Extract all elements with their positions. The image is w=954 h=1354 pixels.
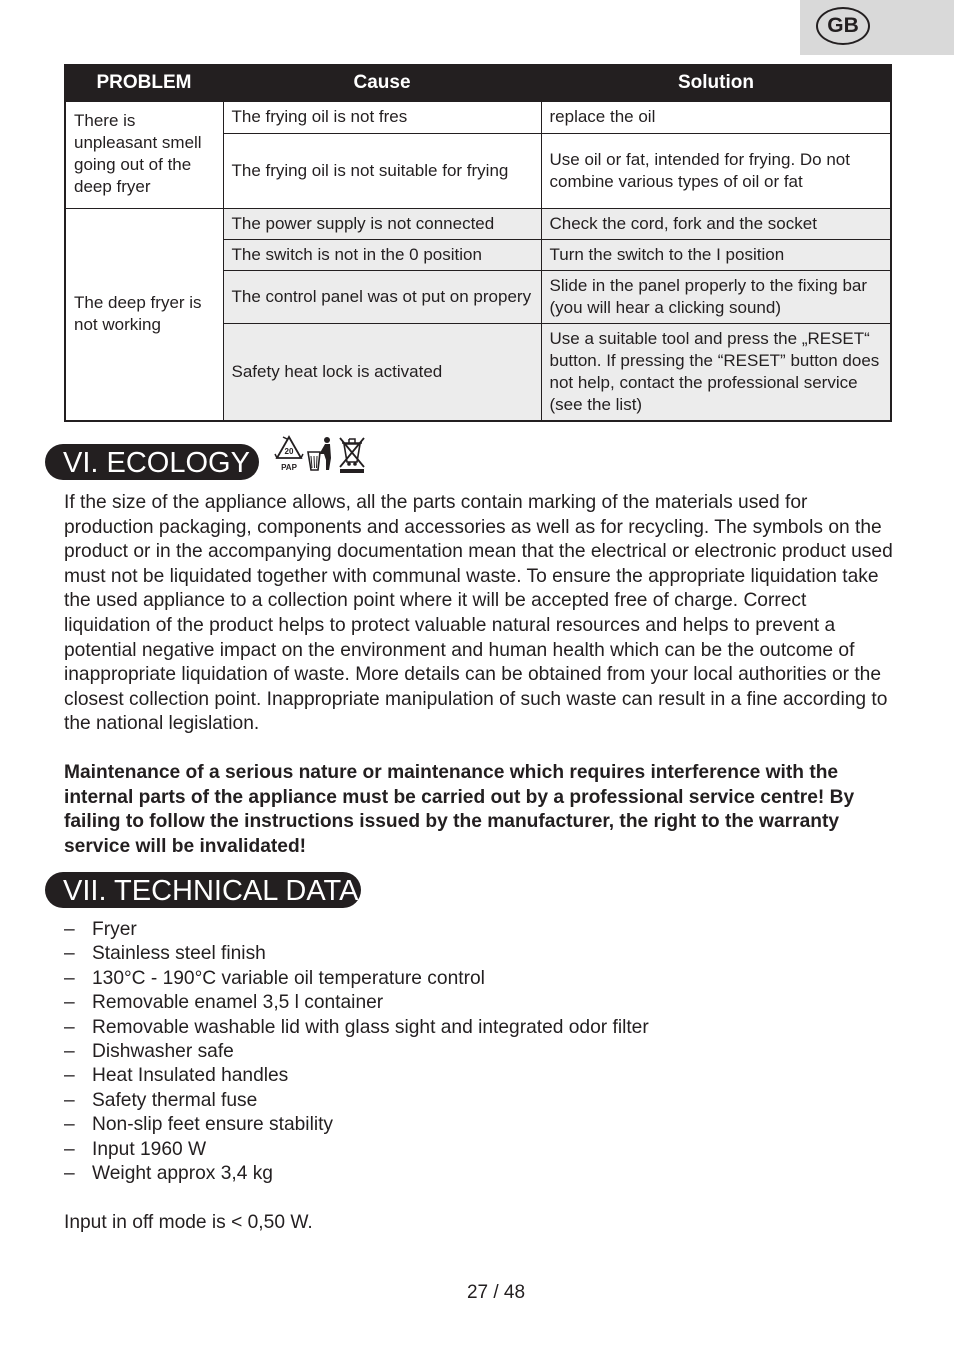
bullet-dash: – xyxy=(64,1065,75,1087)
table-row xyxy=(65,208,891,239)
technical-data-list xyxy=(64,918,649,1186)
ecology-paragraph: If the size of the appliance allows, all the parts contain marking of the materials used for production packaging, components and accessories as well as for recycling. The symbols on the product or in the accompanying documentation mean that the electrical or electronic product used must not be liquidated together with communal waste. To ensure the appropriate liquidation take the used appliance to a collection point where it will be accepted free of charge. Correct liquidation of the product helps to protect valuable natural resources and helps to prevent a potential negative impact on the environment and human health which can be the outcome of inappropriate liquidation of waste. More details can be obtained from your local authorities or the closest collection point. Inappropriate manipulation of such waste can result in a fine according to the national legislation. xyxy=(64,492,893,735)
list-item-text: Removable washable lid with glass sight and integrated odor filter xyxy=(92,1016,649,1038)
list-item xyxy=(64,967,649,991)
list-item-text: Stainless steel finish xyxy=(92,943,266,965)
standby-power-note: Input in off mode is < 0,50 W. xyxy=(64,1212,313,1233)
cause-cell: The control panel was ot put on propery xyxy=(223,270,541,323)
technical-data-heading: VII. TECHNICAL DATA xyxy=(45,872,361,908)
solution-cell: replace the oil xyxy=(541,101,891,133)
bullet-dash: – xyxy=(64,919,75,940)
solution-cell: Use oil or fat, intended for frying. Do not combine various types of oil or fat xyxy=(541,133,891,208)
bullet-dash: – xyxy=(64,943,75,965)
list-item-text: Removable enamel 3,5 l container xyxy=(92,992,384,1014)
cause-cell: The frying oil is not fres xyxy=(223,101,541,133)
language-tab xyxy=(800,0,954,55)
column-header-problem: PROBLEM xyxy=(65,65,223,101)
list-item xyxy=(64,1138,649,1162)
table-row xyxy=(65,101,891,133)
list-item-text: Weight approx 3,4 kg xyxy=(92,1163,273,1185)
crossed-bin-icon xyxy=(340,438,364,473)
column-header-solution: Solution xyxy=(541,65,891,101)
language-badge: GB xyxy=(816,7,870,45)
list-item xyxy=(64,1040,649,1064)
list-item xyxy=(64,942,649,966)
list-item xyxy=(64,991,649,1015)
cause-cell: The switch is not in the 0 position xyxy=(223,239,541,270)
table-header-row xyxy=(65,65,891,101)
recycle-icon xyxy=(275,437,303,472)
bullet-dash: – xyxy=(64,1138,75,1160)
column-header-cause: Cause xyxy=(223,65,541,101)
list-item xyxy=(64,1162,649,1186)
bullet-dash: – xyxy=(64,1114,75,1136)
list-item-text: Fryer xyxy=(92,919,137,940)
solution-cell: Turn the switch to the I position xyxy=(541,239,891,270)
bullet-dash: – xyxy=(64,1016,75,1038)
ecology-heading: VI. ECOLOGY xyxy=(45,444,259,480)
cause-cell: Safety heat lock is activated xyxy=(223,323,541,421)
problem-cell-smell: There is unpleasant smell going out of the deep fryer xyxy=(65,101,223,208)
list-item xyxy=(64,1016,649,1040)
problem-cell-not-working: The deep fryer is not working xyxy=(65,208,223,421)
list-item xyxy=(64,1064,649,1088)
bullet-dash: – xyxy=(64,1089,75,1111)
tidyman-icon xyxy=(308,437,331,470)
page-number: 27 / 48 xyxy=(466,1282,526,1303)
cause-cell: The power supply is not connected xyxy=(223,208,541,239)
bullet-dash: – xyxy=(64,992,75,1014)
list-item-text: 130°C - 190°C variable oil temperature control xyxy=(92,967,485,989)
recycle-number: 20 xyxy=(284,447,294,456)
bullet-dash: – xyxy=(64,1163,75,1185)
recycle-code: PAP xyxy=(281,463,297,472)
solution-cell: Slide in the panel properly to the fixing bar (you will hear a clicking sound) xyxy=(541,270,891,323)
ecology-symbols xyxy=(274,434,370,474)
list-item-text: Dishwasher safe xyxy=(92,1041,234,1063)
bullet-dash: – xyxy=(64,1041,75,1063)
list-item-text: Heat Insulated handles xyxy=(92,1065,289,1087)
solution-cell: Check the cord, fork and the socket xyxy=(541,208,891,239)
troubleshooting-table xyxy=(64,64,892,422)
bullet-dash: – xyxy=(64,967,75,989)
maintenance-warning: Maintenance of a serious nature or maintenance which requires interference with the internal parts of the appliance must be carried out by a professional service centre! By failing to follow the instructions issued by the manufacturer, the right to the warranty service will be invalidated! xyxy=(64,762,855,857)
cause-cell: The frying oil is not suitable for frying xyxy=(223,133,541,208)
list-item-text: Safety thermal fuse xyxy=(92,1089,258,1111)
list-item xyxy=(64,1113,649,1137)
solution-cell: Use a suitable tool and press the „RESET“ button. If pressing the “RESET” button does not help, contact the professional service (see the list) xyxy=(541,323,891,421)
list-item xyxy=(64,1089,649,1113)
list-item xyxy=(64,918,649,942)
list-item-text: Input 1960 W xyxy=(92,1138,207,1160)
list-item-text: Non-slip feet ensure stability xyxy=(92,1114,334,1136)
